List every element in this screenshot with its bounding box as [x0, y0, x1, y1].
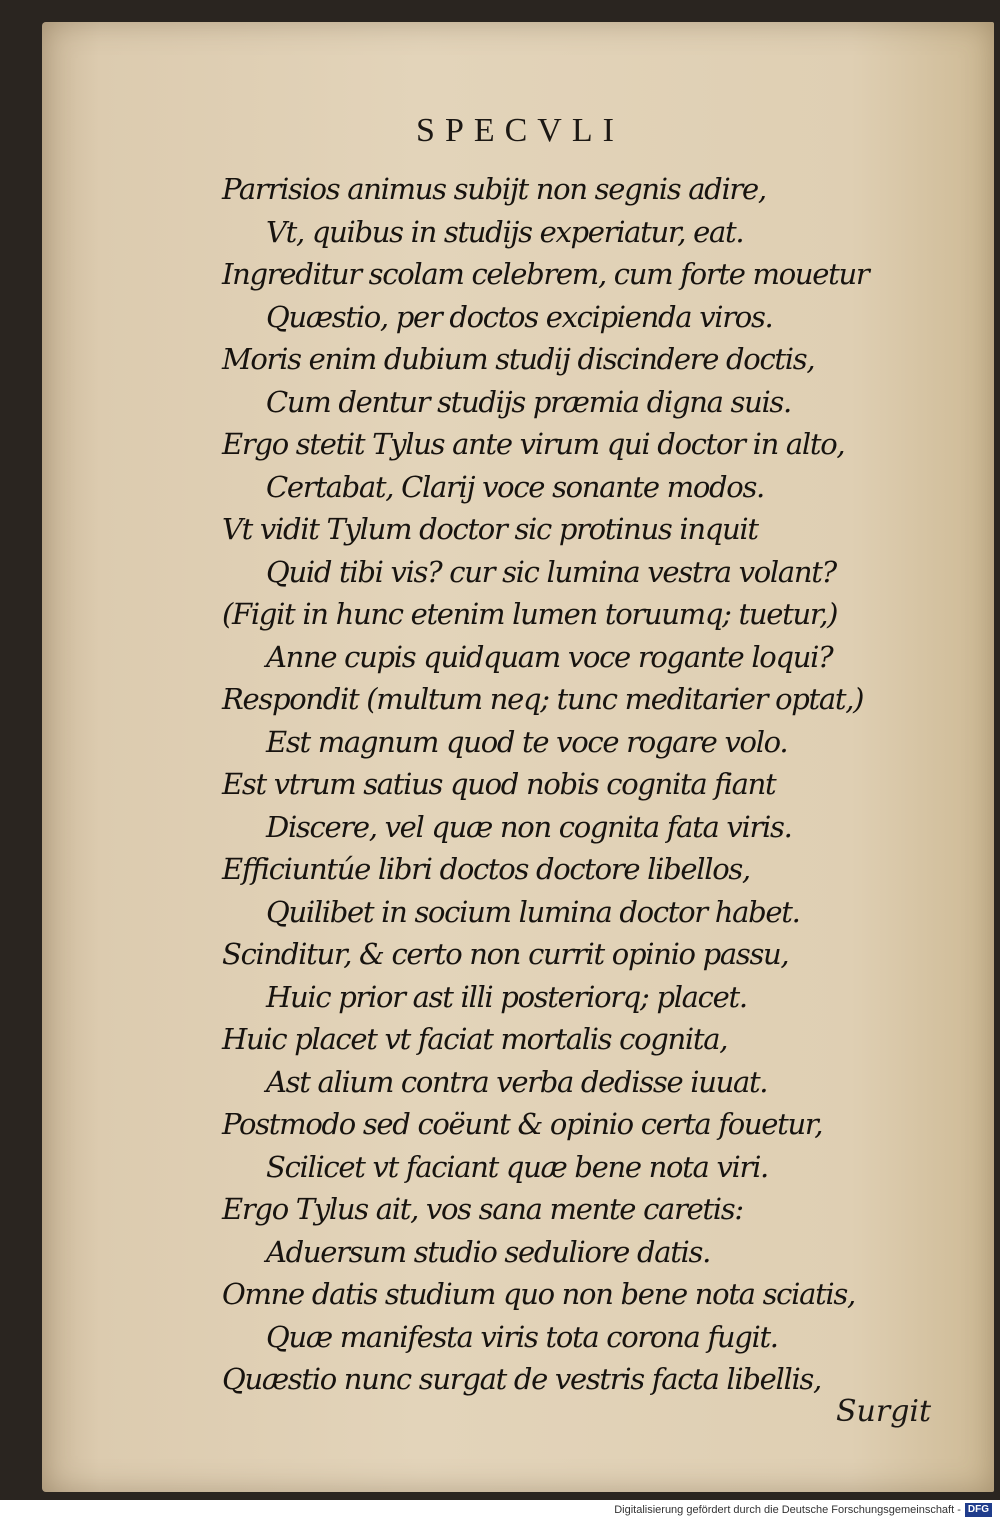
verse-line: Huic placet vt faciat mortalis cognita, — [222, 1022, 728, 1056]
verse-line: Moris enim dubium studij discindere doctis, — [222, 342, 815, 376]
verse-line: Respondit (multum neq; tunc meditarier optat,) — [222, 682, 864, 716]
verse-line: Quilibet in socium lumina doctor habet. — [266, 894, 800, 929]
verse-line: Quæstio, per doctos excipienda viros. — [266, 299, 773, 334]
verse-line: (Figit in hunc etenim lumen toruumq; tuetur,) — [222, 597, 838, 631]
verse-line: Huic prior ast illi posteriorq; placet. — [266, 979, 747, 1014]
catchword: Surgit — [836, 1394, 932, 1429]
verse-line: Ergo Tylus ait, vos sana mente caretis: — [222, 1192, 743, 1226]
credit-text: Digitalisierung gefördert durch die Deutsche Forschungsgemeinschaft - — [614, 1504, 961, 1516]
verse-line: Vt, quibus in studijs experiatur, eat. — [266, 214, 744, 249]
verse-line: Efficiuntúe libri doctos doctore libellos, — [222, 852, 750, 886]
verse-line: Scinditur, & certo non currit opinio passu, — [222, 937, 789, 971]
verse-line: Aduersum studio seduliore datis. — [266, 1234, 711, 1269]
verse-line: Est vtrum satius quod nobis cognita fiant — [222, 767, 776, 801]
verse-line: Cum dentur studijs præmia digna suis. — [266, 384, 791, 419]
dfg-logo: DFG — [965, 1503, 992, 1517]
running-header: SPECVLI — [416, 112, 624, 149]
verse-line: Ingreditur scolam celebrem, cum forte mouetur — [222, 257, 869, 291]
verse-block — [222, 168, 922, 1401]
verse-line: Quæstio nunc surgat de vestris facta libellis, — [222, 1362, 821, 1396]
verse-line: Scilicet vt faciant quæ bene nota viri. — [266, 1149, 768, 1184]
verse-line: Certabat, Clarij voce sonante modos. — [266, 469, 764, 504]
verse-line: Postmodo sed coëunt & opinio certa fouetur, — [222, 1107, 823, 1141]
verse-line: Ast alium contra verba dedisse iuuat. — [266, 1064, 768, 1099]
verse-line: Anne cupis quidquam voce rogante loqui? — [266, 639, 833, 674]
verse-line: Quæ manifesta viris tota corona fugit. — [266, 1319, 778, 1354]
verse-line: Discere, vel quæ non cognita fata viris. — [266, 809, 792, 844]
verse-line: Parrisios animus subijt non segnis adire, — [222, 172, 766, 206]
verse-line: Ergo stetit Tylus ante virum qui doctor in alto, — [222, 427, 845, 461]
verse-line: Omne datis studium quo non bene nota sciatis, — [222, 1277, 855, 1311]
verse-line: Est magnum quod te voce rogare volo. — [266, 724, 788, 759]
verse-line: Vt vidit Tylum doctor sic protinus inquit — [222, 512, 758, 546]
verse-line: Quid tibi vis? cur sic lumina vestra volant? — [266, 554, 836, 589]
digitization-credit — [614, 1502, 992, 1518]
